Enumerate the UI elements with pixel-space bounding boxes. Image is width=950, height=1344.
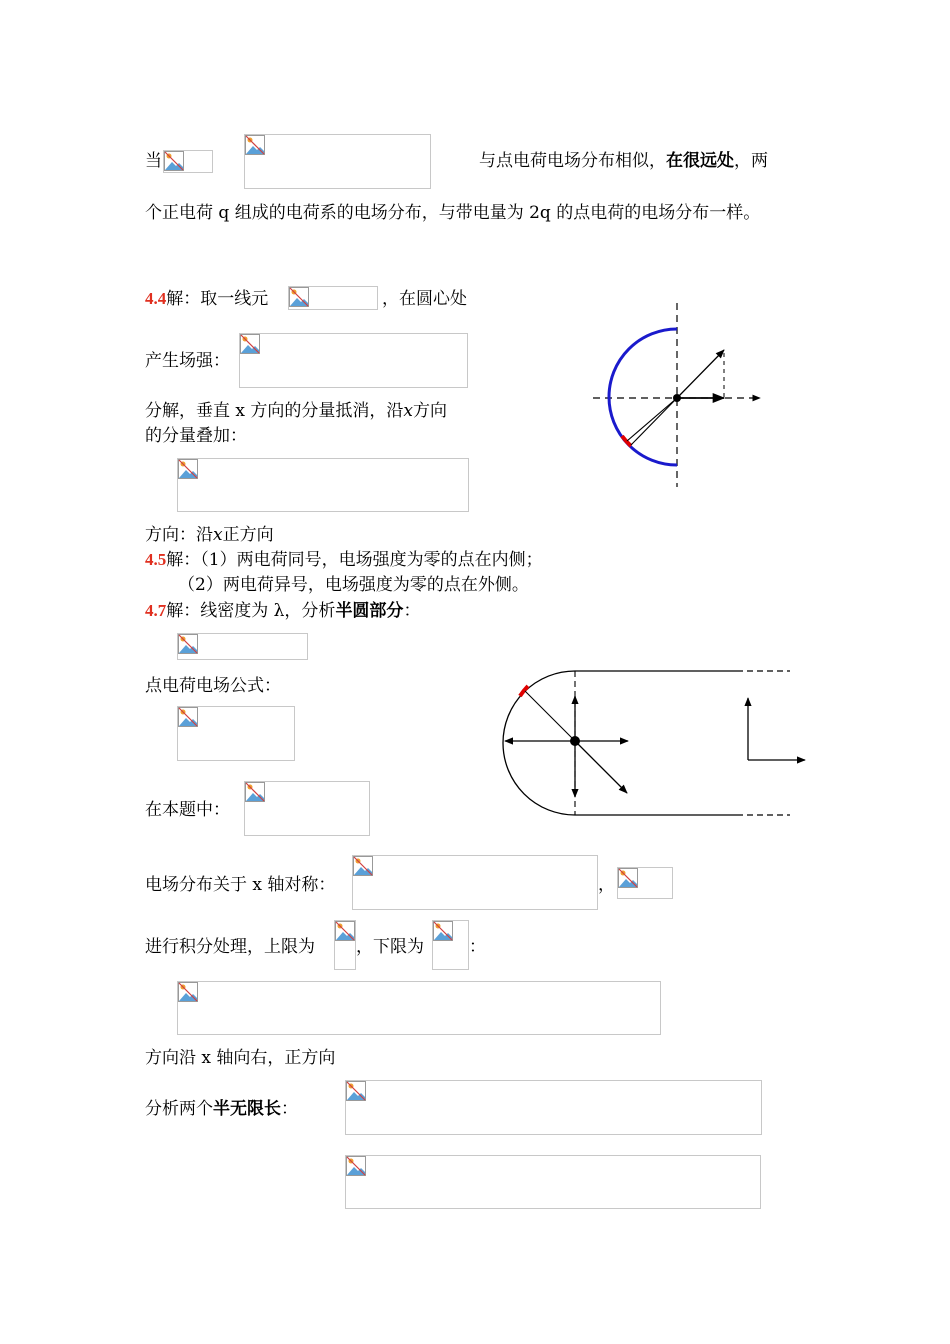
- broken-image-icon: [178, 982, 198, 1002]
- formula-image: [177, 981, 661, 1035]
- p47-line-a: 4.7解：线密度为 λ，分析半圆部分：: [145, 601, 421, 621]
- p47-line-b: 点电荷电场公式：: [145, 676, 281, 696]
- broken-image-icon: [178, 707, 198, 727]
- formula-image: [244, 781, 370, 836]
- formula-image: [177, 633, 308, 660]
- broken-image-icon: [245, 782, 265, 802]
- intro-line1: 与点电荷电场分布相似，在很远处，两: [479, 151, 768, 171]
- broken-image-icon: [346, 1156, 366, 1176]
- broken-image-icon: [178, 634, 198, 654]
- p44-line-d: 方向：沿x正方向: [145, 525, 274, 545]
- broken-image-icon: [335, 921, 355, 941]
- p47-line-d-comma: ，: [598, 875, 615, 895]
- p44-line-c1: 分解，垂直 x 方向的分量抵消，沿x方向: [145, 401, 447, 421]
- p47-line-f: 方向沿 x 轴向右，正方向: [145, 1048, 336, 1068]
- p47-line-g: 分析两个半无限长：: [145, 1099, 298, 1119]
- formula-image: [345, 1080, 762, 1135]
- p47-line-d: 电场分布关于 x 轴对称：: [145, 875, 336, 895]
- formula-image: [345, 1155, 761, 1209]
- formula-image: [177, 706, 295, 761]
- intro-prefix: 当: [145, 151, 162, 171]
- broken-image-icon: [164, 151, 184, 171]
- p45-line-a: 4.5解：（1）两电荷同号，电场强度为零的点在内侧；: [145, 550, 543, 570]
- formula-image: [352, 855, 598, 910]
- formula-image: [239, 333, 468, 388]
- p47-line-e-mid: ，下限为: [356, 937, 424, 957]
- formula-image: [288, 286, 378, 310]
- p47-line-e-pre: 进行积分处理，上限为: [145, 937, 315, 957]
- broken-image-icon: [289, 287, 309, 307]
- broken-image-icon: [245, 135, 265, 155]
- formula-image: [617, 867, 673, 899]
- broken-image-icon: [353, 856, 373, 876]
- intro-line2: 个正电荷 q 组成的电荷系的电场分布，与带电量为 2q 的点电荷的电场分布一样。: [145, 203, 761, 223]
- p45-line-b: （2）两电荷异号，电场强度为零的点在外侧。: [178, 575, 529, 595]
- formula-image: [177, 458, 469, 512]
- broken-image-icon: [346, 1081, 366, 1101]
- p44-line-c2: 的分量叠加：: [145, 426, 247, 446]
- formula-image: [334, 920, 356, 970]
- broken-image-icon: [240, 334, 260, 354]
- p47-line-c: 在本题中：: [145, 800, 230, 820]
- formula-image: [244, 134, 431, 189]
- p44-line-a-tail: ，在圆心处: [382, 289, 467, 309]
- p47-line-e-post: ：: [469, 937, 486, 957]
- broken-image-icon: [178, 459, 198, 479]
- hairpin-wire-figure: [495, 660, 815, 830]
- broken-image-icon: [618, 868, 638, 888]
- semicircle-field-figure: [585, 295, 775, 495]
- formula-image: [432, 920, 469, 970]
- formula-image: [163, 150, 213, 173]
- broken-image-icon: [433, 921, 453, 941]
- p44-line-b: 产生场强：: [145, 351, 230, 371]
- p44-line-a: 4.4解：取一线元: [145, 289, 269, 309]
